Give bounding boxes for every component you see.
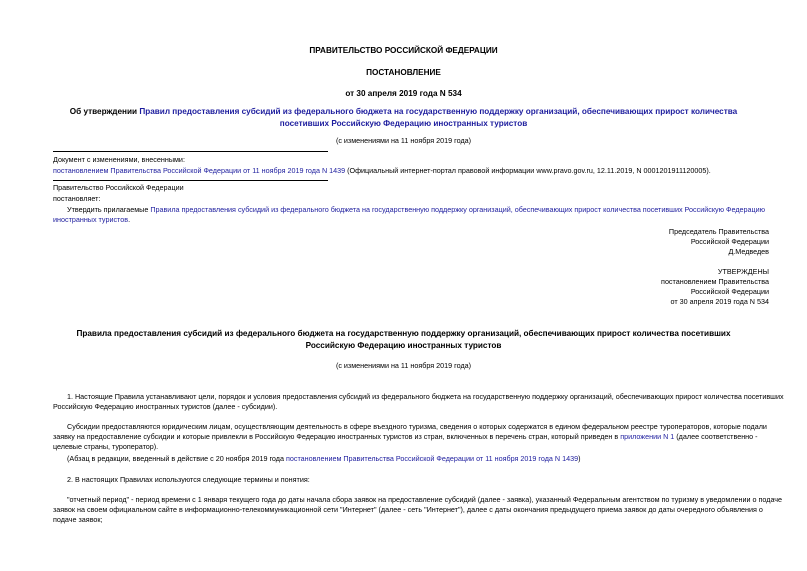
approve-prefix: Утвердить прилагаемые <box>67 205 151 214</box>
decree-issuer: Правительство Российской Федерации <box>53 183 184 192</box>
government-name: ПРАВИТЕЛЬСТВО РОССИЙСКОЙ ФЕДЕРАЦИИ <box>309 46 498 55</box>
approved-date: от 30 апреля 2019 года N 534 <box>670 297 769 306</box>
rules-title-line1: Правила предоставления субсидий из федерального бюджета на государственную поддержку организаций, обеспечивающих прирост количества посетивших <box>76 329 731 338</box>
p2-line2-text: заявку на предоставление субсидии и которые привлекли в Российскую Федерацию иностранных туристов из стран, включенных в перечень стран, который приведен в <box>53 432 621 441</box>
signatory-position: Председатель Правительства <box>668 227 769 236</box>
approve-paragraph-end <box>53 215 130 225</box>
amended-by-label: Документ с изменениями, внесенными: <box>53 155 185 164</box>
approved-rules-link-continued[interactable]: иностранных туристов <box>53 215 129 224</box>
title-prefix: Об утверждении <box>69 107 140 116</box>
title-link[interactable]: Правил предоставления субсидий из федерального бюджета на государственную поддержку организаций, обеспечивающих прирост количества <box>139 107 738 116</box>
document-date: от 30 апреля 2019 года N 534 <box>345 89 462 98</box>
amended-by-line <box>53 166 753 176</box>
rules-title <box>0 328 807 352</box>
rules-paragraph-4-line2: заявок на своем официальном сайте в информационно-телекоммуникационной сети "Интернет" (далее - сеть "Интернет"), далее с даты окончания предыдущего приема заявок до даты очередного объявления о <box>53 505 763 514</box>
approved-stamp: УТВЕРЖДЕНЫ <box>717 267 769 276</box>
rules-paragraph-2 <box>53 422 773 452</box>
approved-country: Российской Федерации <box>690 287 769 296</box>
decree-resolves: постановляет: <box>53 194 101 203</box>
rules-paragraph-4-line1: "отчетный период" - период времени с 1 января текущего года до даты начала сбора заявок на предоставление субсидий (далее - заявка), указанный Федеральным агентством по туризму в уведомлении о подаче <box>67 495 783 504</box>
rules-paragraph-4-line3: подаче заявок; <box>53 515 103 524</box>
signatory-name: Д.Медведев <box>728 247 769 256</box>
rules-paragraph-2-line3: целевые страны, туроператор). <box>53 442 159 451</box>
edition-note <box>67 454 581 464</box>
title-link-continued[interactable]: посетивших Российскую Федерацию иностранных туристов <box>279 119 528 128</box>
rules-paragraph-3: 2. В настоящих Правилах используются следующие термины и понятия: <box>67 475 310 484</box>
approved-rules-link[interactable]: Правила предоставления субсидий из федерального бюджета на государственную поддержку организаций, обеспечивающих прирост количества посетивших Российскую Федерацию <box>150 205 766 214</box>
edition-decree-link[interactable]: постановлением Правительства Российской Федерации от 11 ноября 2019 года N 1439 <box>285 454 579 463</box>
approve-paragraph <box>53 205 766 215</box>
rules-title-line2: Российскую Федерацию иностранных туристов <box>305 341 502 350</box>
rules-paragraph-2-line2 <box>53 432 773 442</box>
approve-period: . <box>128 215 131 224</box>
edition-note-text: (Абзац в редакции, введенный в действие с 20 ноября 2019 года <box>67 454 286 463</box>
rules-paragraph-1-line1: 1. Настоящие Правила устанавливают цели, порядок и условия предоставления субсидий из федерального бюджета на государственную поддержку организаций, обеспечивающих прирост количества посетивших <box>67 392 784 401</box>
amendment-note: (с изменениями на 11 ноября 2019 года) <box>335 136 472 145</box>
document-title <box>0 106 807 130</box>
divider <box>53 180 328 181</box>
document-type: ПОСТАНОВЛЕНИЕ <box>366 68 441 77</box>
appendix-1-link[interactable]: приложении N 1 <box>620 432 675 441</box>
amending-decree-link[interactable]: постановлением Правительства Российской Федерации от 11 ноября 2019 года N 1439 <box>53 166 346 175</box>
rules-paragraph-1-line2: Российскую Федерацию иностранных туристов (далее - субсидии). <box>53 402 278 411</box>
divider <box>53 151 328 152</box>
p2-line2-tail: (далее соответственно - <box>674 432 758 441</box>
signatory-country: Российской Федерации <box>690 237 769 246</box>
amending-decree-source: (Официальный интернет-портал правовой информации www.pravo.gov.ru, 12.11.2019, N 0001201911120005). <box>345 166 711 175</box>
rules-paragraph-2-line1: Субсидии предоставляются юридическим лицам, осуществляющим деятельность в сфере въездного туризма, сведения о которых содержатся в едином федеральном реестре туроператоров, которые подали <box>67 422 767 431</box>
rules-paragraph-1 <box>53 392 784 412</box>
edition-note-close: ) <box>578 454 581 463</box>
rules-amendment-note: (с изменениями на 11 ноября 2019 года) <box>335 361 472 370</box>
approved-by: постановлением Правительства <box>661 277 769 286</box>
rules-paragraph-4 <box>53 495 783 525</box>
